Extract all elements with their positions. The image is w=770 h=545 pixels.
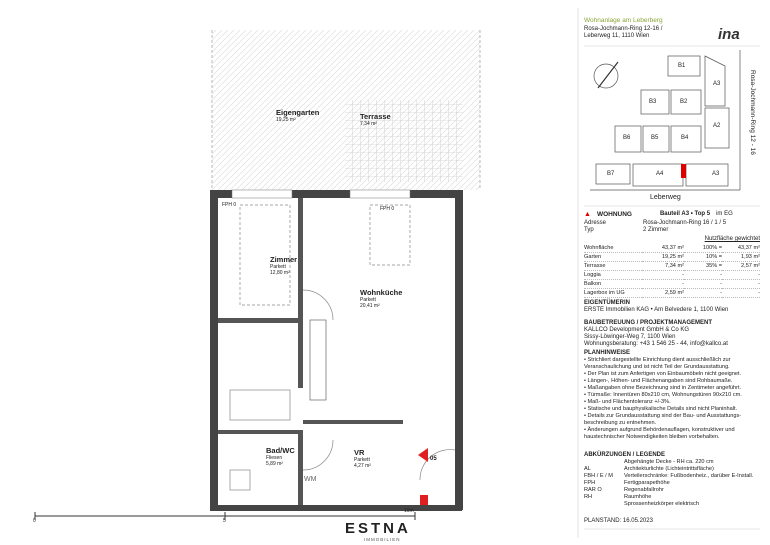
area-cell-weighted: - <box>758 272 760 278</box>
area-row <box>584 289 760 298</box>
fph-label: FPH 0 <box>222 202 237 208</box>
area-cell-area: 19,25 m² <box>661 254 684 260</box>
management-line: KALLCO Development GmbH & Co KG <box>584 327 690 333</box>
room-name: VR <box>354 448 365 457</box>
note-item: • Der Plan ist zum Anfertigen von Einbaumöbeln nicht geeignet. <box>584 371 742 377</box>
management-section <box>584 320 728 348</box>
note-item: • Details zur Grundausstattung sind der Bau- und Ausstattungs- <box>584 413 742 419</box>
room-floor: Parkett <box>354 457 370 463</box>
legend-section <box>584 452 753 508</box>
site-plan <box>590 50 740 190</box>
note-item: • Statische und bauphysikalische Details sind nicht Planinhalt. <box>584 406 738 412</box>
legend-item <box>584 501 753 508</box>
legend-value: Verteilerschränke: Fußbodenheiz., darüber E-Install. <box>624 473 754 479</box>
area-cell-area: 2,59 m² <box>665 290 684 296</box>
note-item: • Maß- und Flächentoleranz +/-3%. <box>584 399 671 405</box>
note-item: haustechnischer Notwendigkeiten bleiben vorbehalten. <box>584 434 720 440</box>
management-heading: BAUBETREUUNG / PROJEKTMANAGEMENT <box>584 320 713 326</box>
area-cell-pct: 35% = <box>705 263 722 269</box>
legend-value: Regenabfallrohr <box>624 487 664 493</box>
east-wall <box>455 190 463 510</box>
area-cell-label: Garten <box>584 254 602 260</box>
scale-mid: 5 <box>223 518 226 524</box>
management-line: Sissy-Löwinger-Weg 7, 1100 Wien <box>584 334 676 340</box>
block-label: B6 <box>623 135 631 141</box>
street-bottom: Leberweg <box>650 194 681 201</box>
block-label: B4 <box>681 135 689 141</box>
notes-heading: PLANHINWEISE <box>584 350 631 356</box>
room-area: 19,25 m² <box>276 117 296 123</box>
room-terrasse <box>360 112 391 127</box>
brand-logo: ESTNA <box>345 520 411 537</box>
legend-item <box>584 480 753 487</box>
legend-key: RH <box>584 494 593 500</box>
room-name: Bad/WC <box>266 446 295 455</box>
block-label: B7 <box>607 171 615 177</box>
room-area: 7,34 m² <box>360 121 377 127</box>
fph-label: FPH 0 <box>380 206 395 212</box>
project-address-2: Leberweg 11, 1110 Wien <box>584 33 650 39</box>
management-line: Wohnungsberatung: +43 1 546 25 - 44, info@kallco.at <box>584 341 728 347</box>
area-row <box>584 244 760 253</box>
address-label: Adresse <box>584 220 607 226</box>
area-cell-pct: - <box>720 290 722 296</box>
scale-end: 10m <box>404 508 414 514</box>
block-label: A2 <box>713 123 721 129</box>
legend-value: Raumhöhe <box>624 494 652 500</box>
note-item: beschreibung zu entnehmen. <box>584 420 657 426</box>
room-area: 20,41 m² <box>360 303 380 309</box>
legend-key: FPH <box>584 480 596 486</box>
area-cell-weighted: - <box>758 290 760 296</box>
wall-bad-vr <box>298 430 303 505</box>
area-cell-weighted: - <box>758 281 760 287</box>
room-name: Terrasse <box>360 112 391 121</box>
north-arrow-icon <box>594 62 618 88</box>
legend-key <box>584 501 624 508</box>
block-label: B2 <box>680 99 688 105</box>
area-row <box>584 280 760 289</box>
area-cell-label: Terrasse <box>584 263 606 269</box>
notes-section <box>584 350 742 441</box>
legend-value: Architekturlichte (Lichteintrittsfläche) <box>624 466 714 472</box>
note-item: • Änderungen aufgrund Behördenauflagen, konstruktiver und <box>584 427 735 433</box>
area-cell-area: - <box>682 272 684 278</box>
area-cell-pct: 100% = <box>702 245 722 251</box>
legend-item <box>584 487 753 494</box>
room-floor: Parkett <box>270 264 286 270</box>
room-floor: Fliesen <box>266 455 283 461</box>
room-bad <box>266 446 295 467</box>
address-value: Rosa-Jochmann-Ring 16 / 1 / 5 <box>643 220 727 226</box>
legend-value: Sprossenheizkörper elektrisch <box>624 501 699 507</box>
legend-key <box>584 459 624 466</box>
block-label: A3 <box>712 171 720 177</box>
scale-start: 0 <box>33 518 36 524</box>
plan-date: PLANSTAND: 16.05.2023 <box>584 518 653 524</box>
warning-icon: ▲ <box>584 211 591 218</box>
room-area: 5,89 m² <box>266 461 283 467</box>
area-table <box>584 244 760 298</box>
unit-info <box>584 211 760 298</box>
unit-heading: WOHNUNG <box>596 211 632 218</box>
area-row <box>584 271 760 280</box>
legend-value: Abgehängte Decke - RH ca. 220 cm <box>624 459 714 465</box>
room-area: 4,27 m² <box>354 463 371 469</box>
area-cell-weighted: 2,57 m² <box>741 263 760 269</box>
block-label: A3 <box>713 81 721 87</box>
room-wohnkueche <box>360 288 402 309</box>
unit-bauteil: Bauteil A3 • Top 5 <box>659 211 711 217</box>
legend-heading: ABKÜRZUNGEN / LEGENDE <box>584 452 666 458</box>
owner-text: ERSTE Immobilien KAG • Am Belvedere 1, 1100 Wien <box>584 307 729 313</box>
brand-sub: IMMOBILIEN <box>364 537 401 542</box>
west-wall <box>210 190 218 510</box>
legend-key: FBH / E / M <box>584 473 613 479</box>
area-cell-pct: - <box>720 281 722 287</box>
room-eigengarten <box>276 108 319 123</box>
owner-heading: EIGENTÜMERIN <box>584 300 631 306</box>
unit-floor: im EG <box>716 211 733 217</box>
entry-marker <box>418 448 428 462</box>
room-area: 12,80 m² <box>270 270 290 276</box>
weighted-header: Nutzfläche gewichtet <box>704 236 760 242</box>
area-row <box>584 253 760 262</box>
wall-zimmer-bad <box>218 318 298 323</box>
unit-location-marker <box>681 164 686 178</box>
block-label: B1 <box>678 63 686 69</box>
note-item: • Maßangaben ohne Bezeichnung sind in Zentimeter angeführt. <box>584 385 742 391</box>
room-name: Zimmer <box>270 255 298 264</box>
note-item: • Strichliert dargestellte Einrichtung dient ausschließlich zur <box>584 357 731 363</box>
wall-zimmer-kitchen <box>298 198 303 388</box>
legend-key: AL <box>584 466 591 472</box>
area-cell-label: Balkon <box>584 281 602 287</box>
note-item: • Längen-, Höhen- und Flächenangaben sind Rohbaumaße. <box>584 378 733 384</box>
note-item: • Türmaße: Innentüren 80x210 cm, Wohnungstüren 90x210 cm. <box>584 392 742 398</box>
block-label: B3 <box>649 99 657 105</box>
street-right: Rosa-Jochmann-Ring 12 - 16 <box>749 70 756 155</box>
entry-label: 05 <box>430 456 437 462</box>
area-cell-area: 43,37 m² <box>661 245 684 251</box>
area-cell-pct: - <box>720 272 722 278</box>
area-cell-area: - <box>682 281 684 287</box>
area-row <box>584 262 760 271</box>
room-floor: Parkett <box>360 297 376 303</box>
type-label: Typ <box>584 227 594 233</box>
legend-item <box>584 494 753 501</box>
note-item: Veranschaulichung und ist nicht Teil der Grundausstattung. <box>584 364 730 370</box>
owner-section <box>584 300 728 314</box>
room-zimmer <box>270 255 297 276</box>
project-address-1: Rosa-Jochmann-Ring 12-16 / <box>584 26 663 32</box>
type-value: 2 Zimmer <box>643 227 669 233</box>
block-label: A4 <box>656 171 664 177</box>
south-wall <box>210 505 462 511</box>
legend-item <box>584 466 753 473</box>
area-cell-weighted: 43,37 m² <box>737 245 760 251</box>
legend-item <box>584 473 753 480</box>
legend-value: Fertigparapethöhe <box>624 480 670 486</box>
block-label: B5 <box>651 135 659 141</box>
ina-logo: ina <box>718 26 740 43</box>
area-cell-label: Wohnfläche <box>584 245 614 251</box>
area-cell-label: Lagerbox im UG <box>584 290 625 296</box>
legend-item <box>584 459 753 466</box>
area-cell-weighted: 1,93 m² <box>741 254 760 260</box>
room-name: Eigengarten <box>276 108 320 117</box>
room-name: Wohnküche <box>360 288 403 297</box>
room-vr <box>354 448 371 469</box>
legend-key: RAR O <box>584 487 602 493</box>
area-cell-label: Loggia <box>584 272 601 278</box>
project-title: Wohnanlage am Leberberg <box>584 17 663 24</box>
area-cell-pct: 10% = <box>705 254 722 260</box>
area-cell-area: 7,34 m² <box>665 263 684 269</box>
wm-label: WM <box>304 476 317 483</box>
